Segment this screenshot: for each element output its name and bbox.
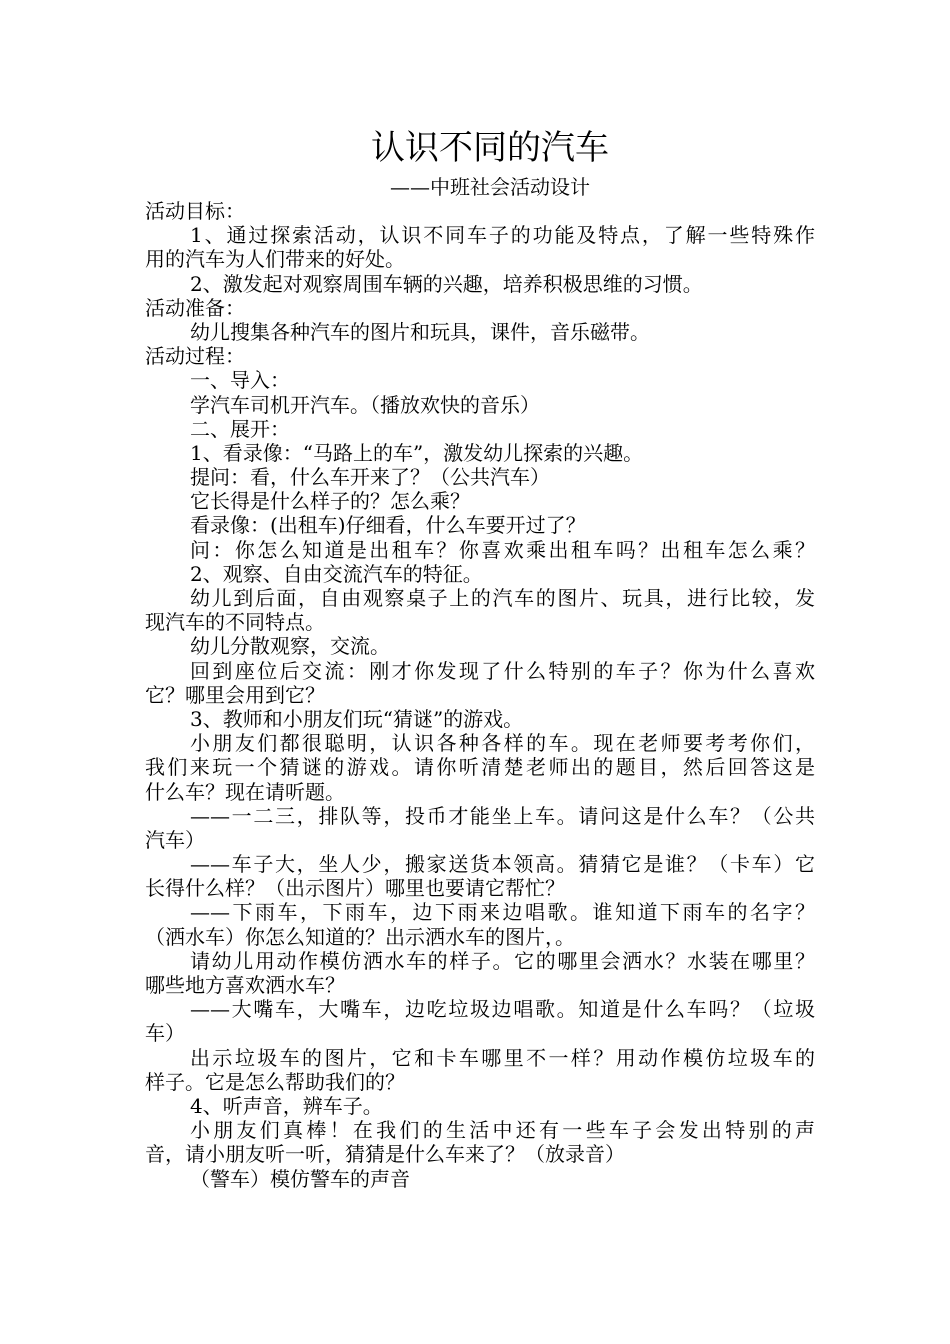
- section-heading-process: 活动过程：: [145, 344, 245, 369]
- paragraph-line: ——一二三，排队等，投币才能坐上车。请问这是什么车？（公共: [190, 803, 815, 828]
- paragraph-line: 样子。它是怎么帮助我们的？: [145, 1069, 405, 1094]
- paragraph-line: 用的汽车为人们带来的好处。: [145, 247, 405, 272]
- section-heading-preparation: 活动准备：: [145, 295, 245, 320]
- paragraph-line: 哪些地方喜欢洒水车？: [145, 973, 345, 997]
- paragraph-line: ——车子大，坐人少，搬家送货本领高。猜猜它是谁？（卡车）它: [190, 852, 815, 877]
- paragraph-line: （洒水车）你怎么知道的？出示洒水车的图片，。: [145, 924, 575, 949]
- paragraph-line: 长得什么样？（出示图片）哪里也要请它帮忙？: [145, 876, 565, 901]
- paragraph-line: 4、听声音，辨车子。: [190, 1093, 383, 1118]
- paragraph-line: 小朋友们真棒！在我们的生活中还有一些车子会发出特别的声: [190, 1118, 815, 1143]
- paragraph-line: 车）: [145, 1021, 185, 1046]
- paragraph-line: 学汽车司机开汽车。（播放欢快的音乐）: [190, 392, 540, 417]
- paragraph-line: 幼儿搜集各种汽车的图片和玩具，课件，音乐磁带。: [190, 319, 650, 344]
- paragraph-line: ——大嘴车，大嘴车，边吃垃圾边唱歌。知道是什么车吗？（垃圾: [190, 997, 815, 1022]
- paragraph-line: 看录像：(出租车)仔细看，什么车要开过了？: [190, 513, 586, 538]
- paragraph-line: 它？哪里会用到它？: [145, 682, 325, 707]
- paragraph-line: 请幼儿用动作模仿洒水车的样子。它的哪里会洒水？水装在哪里？: [190, 948, 815, 973]
- paragraph-line: 汽车）: [145, 827, 205, 852]
- paragraph-line: 3、教师和小朋友们玩“猜谜”的游戏。: [190, 706, 524, 731]
- document-body: [145, 199, 815, 1191]
- paragraph-line: 它长得是什么样子的？怎么乘？: [190, 489, 470, 514]
- paragraph-line: 回到座位后交流：刚才你发现了什么特别的车子？你为什么喜欢: [190, 658, 815, 683]
- paragraph-line: 2、激发起对观察周围车辆的兴趣，培养积极思维的习惯。: [190, 271, 703, 296]
- paragraph-line: 出示垃圾车的图片，它和卡车哪里不一样？用动作模仿垃圾车的: [190, 1045, 815, 1070]
- subsection-heading: 二、展开：: [190, 416, 290, 441]
- paragraph-line: （警车）模仿警车的声音: [190, 1166, 410, 1191]
- document-title: 认识不同的汽车: [371, 128, 609, 168]
- paragraph-line: 什么车？现在请听题。: [145, 779, 345, 804]
- paragraph-line: 2、观察、自由交流汽车的特征。: [190, 561, 483, 586]
- paragraph-line: 幼儿到后面，自由观察桌子上的汽车的图片、玩具，进行比较，发: [190, 586, 815, 610]
- paragraph-line: 音，请小朋友听一听，猜猜是什么车来了？（放录音）: [145, 1142, 625, 1167]
- paragraph-line: 小朋友们都很聪明，认识各种各样的车。现在老师要考考你们，: [190, 731, 815, 756]
- document-subtitle: ——中班社会活动设计: [390, 175, 590, 199]
- paragraph-line: 提问：看，什么车开来了？（公共汽车）: [190, 465, 550, 490]
- paragraph-line: 我们来玩一个猜谜的游戏。请你听清楚老师出的题目，然后回答这是: [145, 755, 815, 780]
- paragraph-line: 幼儿分散观察，交流。: [190, 634, 390, 659]
- paragraph-line: 问：你怎么知道是出租车？你喜欢乘出租车吗？出租车怎么乘？: [190, 537, 815, 562]
- paragraph-line: ——下雨车，下雨车，边下雨来边唱歌。谁知道下雨车的名字？: [190, 900, 815, 925]
- section-heading-goals: 活动目标：: [145, 199, 245, 223]
- paragraph-line: 1、看录像：“马路上的车”，激发幼儿探索的兴趣。: [190, 440, 644, 465]
- paragraph-line: 现汽车的不同特点。: [145, 610, 325, 635]
- subsection-heading: 一、导入：: [190, 368, 290, 393]
- paragraph-line: 1、通过探索活动，认识不同车子的功能及特点，了解一些特殊作: [190, 223, 815, 248]
